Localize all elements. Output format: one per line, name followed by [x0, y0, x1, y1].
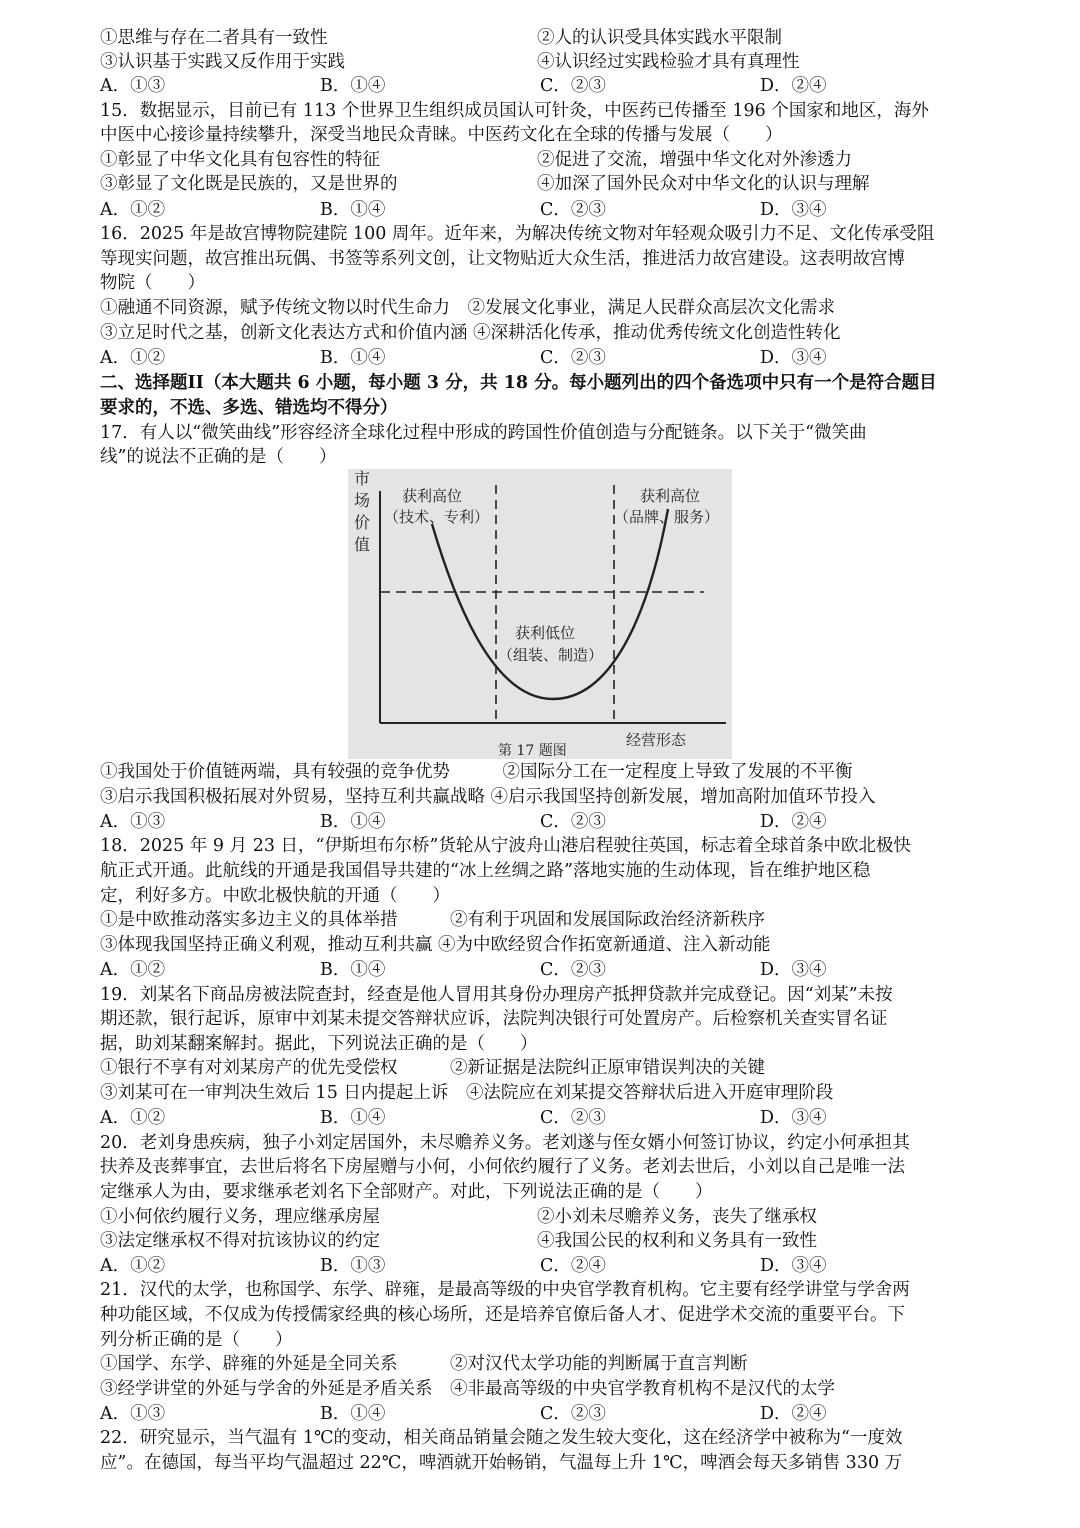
q18-options-12: ①是中欧推动落实多边主义的具体举措 ②有利于巩固和发展国际政治经济新秩序: [100, 910, 765, 930]
q21-choice-a: A．①③: [100, 1404, 166, 1424]
choice-a: A．①③: [100, 76, 166, 96]
q15-option-4: ④加深了国外民众对中华文化的认识与理解: [537, 174, 870, 194]
option-3: ③认识基于实践又反作用于实践: [100, 52, 345, 72]
right-region-title: 获利高位: [640, 487, 701, 505]
q15-option-1: ①彰显了中华文化具有包容性的特征: [100, 150, 380, 170]
q21-stem-line: 种功能区域，不仅成为传授儒家经典的核心场所，还是培养官僚后备人才、促进学术交流的重要平台。下: [100, 1305, 905, 1325]
q21-stem-line: 21．汉代的太学，也称国学、东学、辟雍，是最高等级的中央官学教育机构。它主要有经学讲堂与学舍两: [100, 1280, 910, 1300]
left-region-subtitle: （技术、专利）: [384, 508, 490, 526]
q15-choice-c: C．②③: [540, 200, 606, 220]
q20-option-1: ①小何依约履行义务，理应继承房屋: [100, 1207, 380, 1227]
q18-stem-line: 18．2025 年 9 月 23 日，“伊斯坦布尔桥”货轮从宁波舟山港启程驶往英国，标志着全球首条中欧北极快: [100, 836, 911, 856]
q20-stem-line: 扶养及丧葬事宜，去世后将名下房屋赠与小何，小何依约履行了义务。老刘去世后，小刘以自己是唯一法: [100, 1157, 905, 1177]
q21-options-34: ③经学讲堂的外延与学舍的外延是矛盾关系 ④非最高等级的中央官学教育机构不是汉代的太学: [100, 1379, 835, 1399]
q18-options-34: ③体现我国坚持正确义利观，推动互利共赢 ④为中欧经贸合作拓宽新通道、注入新动能: [100, 935, 771, 955]
q15-option-2: ②促进了交流，增强中华文化对外渗透力: [537, 150, 852, 170]
choice-d: D．②④: [760, 76, 827, 96]
q20-choice-c: C．②④: [540, 1256, 606, 1276]
middle-region-subtitle: （组装、制造）: [498, 646, 604, 664]
q18-stem-line: 定，利好多方。中欧北极快航的开通（ ）: [100, 886, 450, 906]
q21-stem-line: 列分析正确的是（ ）: [100, 1330, 293, 1350]
q15-choice-b: B．①④: [320, 200, 386, 220]
q22-stem-line: 应”。在德国，每当平均气温超过 22℃，啤酒就开始畅销，气温每上升 1℃，啤酒会每天多销售 330 万: [100, 1453, 903, 1473]
y-axis-label: 价: [354, 513, 371, 532]
q17-options-34: ③启示我国积极拓展对外贸易，坚持互利共赢战略 ④启示我国坚持创新发展，增加高附加值环节投入: [100, 787, 876, 807]
q21-choice-d: D．②④: [760, 1404, 827, 1424]
middle-region-title: 获利低位: [515, 624, 576, 642]
q20-stem-line: 20．老刘身患疾病，独子小刘定居国外，未尽赡养义务。老刘遂与侄女婿小何签订协议，约定小何承担其: [100, 1133, 910, 1153]
q16-stem-line: 16．2025 年是故宫博物院建院 100 周年。近年来，为解决传统文物对年轻观众吸引力不足、文化传承受阻: [100, 224, 935, 244]
q16-choice-a: A．①②: [100, 348, 166, 368]
option-2: ②人的认识受具体实践水平限制: [537, 28, 782, 48]
q15-choice-a: A．①②: [100, 200, 166, 220]
q21-choice-b: B．①④: [320, 1404, 386, 1424]
q17-choice-d: D．②④: [760, 812, 827, 832]
q18-choice-c: C．②③: [540, 960, 606, 980]
q16-choice-b: B．①④: [320, 348, 386, 368]
q20-choice-a: A．①②: [100, 1256, 166, 1276]
q17-stem-line: 17．有人以“微笑曲线”形容经济全球化过程中形成的跨国性价值创造与分配链条。以下关于“微笑曲: [100, 423, 867, 443]
q17-choice-c: C．②③: [540, 812, 606, 832]
figure-caption: 第 17 题图: [498, 743, 567, 759]
right-region-subtitle: （品牌、服务）: [614, 508, 720, 526]
q21-choice-c: C．②③: [540, 1404, 606, 1424]
q16-choice-c: C．②③: [540, 348, 606, 368]
q20-stem-line: 定继承人为由，要求继承老刘名下全部财产。对此，下列说法正确的是（ ）: [100, 1182, 713, 1202]
q19-choice-d: D．③④: [760, 1108, 827, 1128]
q15-choice-d: D．③④: [760, 200, 827, 220]
q15-option-3: ③彰显了文化既是民族的，又是世界的: [100, 174, 398, 194]
q16-options-34: ③立足时代之基，创新文化表达方式和价值内涵 ④深耕活化传承，推动优秀传统文化创造性转化: [100, 323, 841, 343]
q20-option-3: ③法定继承权不得对抗该协议的约定: [100, 1231, 380, 1251]
q19-stem-line: 19．刘某名下商品房被法院查封，经查是他人冒用其身份办理房产抵押贷款并完成登记。因“刘某”未按: [100, 985, 893, 1005]
q18-choice-d: D．③④: [760, 960, 827, 980]
q21-options-12: ①国学、东学、辟雍的外延是全同关系 ②对汉代太学功能的判断属于直言判断: [100, 1354, 748, 1374]
section-heading: 二、选择题II（本大题共 6 小题，每小题 3 分，共 18 分。每小题列出的四个备选项中只有一个是符合题目: [100, 373, 937, 393]
q18-choice-b: B．①④: [320, 960, 386, 980]
left-region-title: 获利高位: [402, 487, 463, 505]
q17-choice-a: A．①③: [100, 812, 166, 832]
option-4: ④认识经过实践检验才具有真理性: [537, 52, 800, 72]
q19-choice-a: A．①②: [100, 1108, 166, 1128]
q20-option-2: ②小刘未尽赡养义务，丧失了继承权: [537, 1207, 817, 1227]
q20-option-4: ④我国公民的权利和义务具有一致性: [537, 1231, 817, 1251]
choice-c: C．②③: [540, 76, 606, 96]
q19-choice-b: B．①④: [320, 1108, 386, 1128]
q19-stem-line: 据，助刘某翻案解封。据此，下列说法正确的是（ ）: [100, 1034, 538, 1054]
q17-choice-b: B．①④: [320, 812, 386, 832]
q19-choice-c: C．②③: [540, 1108, 606, 1128]
q17-stem-line: 线”的说法不正确的是（ ）: [100, 447, 337, 467]
smile-curve-figure: [348, 469, 732, 759]
q16-stem-line: 等现实问题，故宫推出玩偶、书签等系列文创，让文物贴近大众生活，推进活力故宫建设。这表明故宫博: [100, 249, 905, 269]
q18-stem-line: 航正式开通。此航线的开通是我国倡导共建的“冰上丝绸之路”落地实施的生动体现，旨在维护地区稳: [100, 861, 871, 881]
choice-b: B．①④: [320, 76, 386, 96]
q20-choice-d: D．③④: [760, 1256, 827, 1276]
q19-stem-line: 期还款，银行起诉，原审中刘某未提交答辩状应诉，法院判决银行可处置房产。后检察机关查实冒名证: [100, 1009, 888, 1029]
y-axis-label: 场: [354, 491, 371, 510]
q15-stem-line: 中医中心接诊量持续攀升，深受当地民众青睐。中医药文化在全球的传播与发展（ ）: [100, 125, 783, 145]
y-axis-label: 值: [354, 535, 371, 554]
q18-choice-a: A．①②: [100, 960, 166, 980]
q16-stem-line: 物院（ ）: [100, 273, 205, 293]
q20-choice-b: B．①③: [320, 1256, 386, 1276]
option-1: ①思维与存在二者具有一致性: [100, 28, 328, 48]
q19-options-12: ①银行不享有对刘某房产的优先受偿权 ②新证据是法院纠正原审错误判决的关键: [100, 1058, 765, 1078]
q19-options-34: ③刘某可在一审判决生效后 15 日内提起上诉 ④法院应在刘某提交答辩状后进入开庭审理阶段: [100, 1083, 834, 1103]
q15-stem-line: 15．数据显示，目前已有 113 个世界卫生组织成员国认可针灸，中医药已传播至 196 个国家和地区，海外: [100, 101, 929, 121]
q16-choice-d: D．③④: [760, 348, 827, 368]
q16-options-12: ①融通不同资源，赋予传统文物以时代生命力 ②发展文化事业，满足人民群众高层次文化需求: [100, 298, 835, 318]
x-axis-label: 经营形态: [626, 731, 687, 749]
y-axis-label: 市: [354, 469, 371, 488]
q22-stem-line: 22．研究显示，当气温有 1℃的变动，相关商品销量会随之发生较大变化，这在经济学中被称为“一度效: [100, 1428, 903, 1448]
q17-options-12: ①我国处于价值链两端，具有较强的竞争优势 ②国际分工在一定程度上导致了发展的不平衡: [100, 762, 853, 782]
section-heading: 要求的，不选、多选、错选均不得分）: [100, 398, 398, 418]
